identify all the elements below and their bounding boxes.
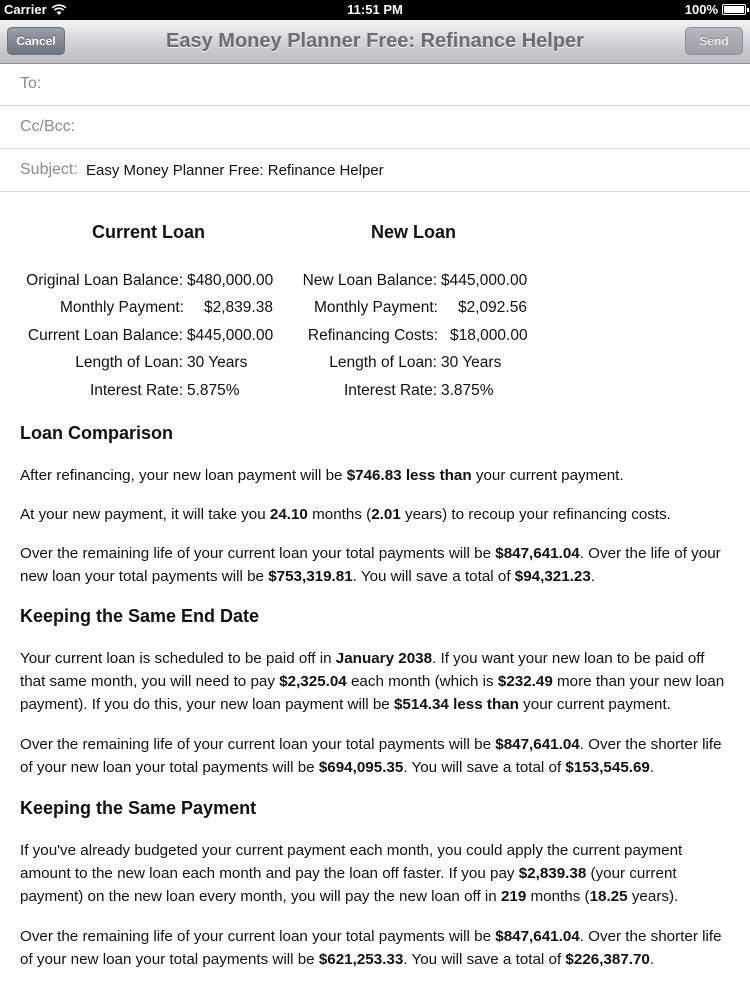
row-value: 30 Years	[441, 354, 502, 371]
row-value: 5.875%	[187, 382, 240, 399]
to-label: To:	[20, 75, 42, 92]
comparison-paragraph-2: At your new payment, it will take you 24.10 months (2.01 years) to recoup your refinancing costs.	[20, 506, 671, 523]
table-row	[0, 382, 560, 402]
comparison-paragraph-3: Over the remaining life of your current loan your total payments will be $847,641.04. Over the life of your new loan your total payments will be $753,319.81. You will save a total of $94,321.23.	[20, 545, 721, 585]
table-row	[0, 272, 560, 292]
row-label: Original Loan Balance:	[26, 272, 183, 289]
table-row	[0, 327, 560, 347]
row-label: Monthly Payment:	[313, 299, 438, 316]
cc-bcc-field[interactable]	[0, 106, 750, 149]
row-value: $445,000.00	[187, 327, 274, 344]
row-value: 30 Years	[187, 354, 248, 371]
row-label: Refinancing Costs:	[307, 327, 438, 344]
new-loan-heading: New Loan	[371, 222, 457, 242]
cancel-button[interactable]: Cancel	[7, 27, 65, 55]
subject-value[interactable]: Easy Money Planner Free: Refinance Helper	[86, 162, 384, 179]
status-bar	[0, 0, 750, 20]
same-payment-heading: Keeping the Same Payment	[20, 798, 257, 818]
loan-comparison-heading: Loan Comparison	[20, 423, 174, 443]
row-label: Interest Rate:	[343, 382, 437, 399]
battery-percent: 100%	[684, 2, 718, 17]
row-value: $445,000.00	[441, 272, 528, 289]
carrier-label: Carrier	[4, 2, 47, 17]
battery-indicator	[685, 2, 746, 17]
row-value: 3.875%	[441, 382, 494, 399]
send-button[interactable]: Send	[685, 27, 743, 55]
row-label: Length of Loan:	[329, 354, 437, 371]
battery-icon	[722, 4, 746, 15]
row-value: $480,000.00	[187, 272, 274, 289]
row-label: Interest Rate:	[89, 382, 183, 399]
nav-bar	[0, 20, 750, 64]
page-title: Easy Money Planner Free: Refinance Helper	[166, 30, 584, 52]
row-value: $2,092.56	[458, 299, 527, 316]
subject-field[interactable]	[0, 149, 750, 192]
row-label: Length of Loan:	[75, 354, 183, 371]
current-loan-heading: Current Loan	[92, 222, 206, 242]
subject-label: Subject:	[20, 161, 78, 178]
clock: 11:51 PM	[347, 2, 403, 17]
to-field[interactable]	[0, 63, 750, 106]
row-value: $18,000.00	[450, 327, 528, 344]
row-label: Current Loan Balance:	[27, 327, 183, 344]
same-end-date-heading: Keeping the Same End Date	[20, 606, 260, 626]
same-end-paragraph-1: Your current loan is scheduled to be paid off in January 2038. If you want your new loan to be paid off that same month, you will need to pay $2,325.04 each month (which is $232.49 more than your new loan payment). If you do this, your new loan payment will be $514.34 less than your current payment.	[20, 650, 725, 713]
row-label: New Loan Balance:	[302, 272, 437, 289]
comparison-paragraph-1: After refinancing, your new loan payment will be $746.83 less than your current payment.	[20, 467, 624, 484]
same-end-paragraph-2: Over the remaining life of your current loan your total payments will be $847,641.04. Over the shorter life of your new loan your total payments will be $694,095.35. You will save a total of $153,545.69.	[20, 736, 722, 776]
row-label: Monthly Payment:	[59, 299, 184, 316]
row-value: $2,839.38	[204, 299, 273, 316]
same-payment-paragraph-1: If you've already budgeted your current payment each month, you could apply the current payment amount to the new loan each month and pay the loan off faster. If you pay $2,839.38 (your current payment) on the new loan every month, you will pay the new loan off in 219 months (18.25 years).	[20, 842, 683, 905]
table-row	[0, 299, 560, 319]
cc-bcc-label: Cc/Bcc:	[20, 118, 76, 135]
same-payment-paragraph-2: Over the remaining life of your current loan your total payments will be $847,641.04. Over the shorter life of your new loan your total payments will be $621,253.33. You will save a total of $226,387.70.	[20, 928, 722, 968]
table-row	[0, 354, 560, 374]
